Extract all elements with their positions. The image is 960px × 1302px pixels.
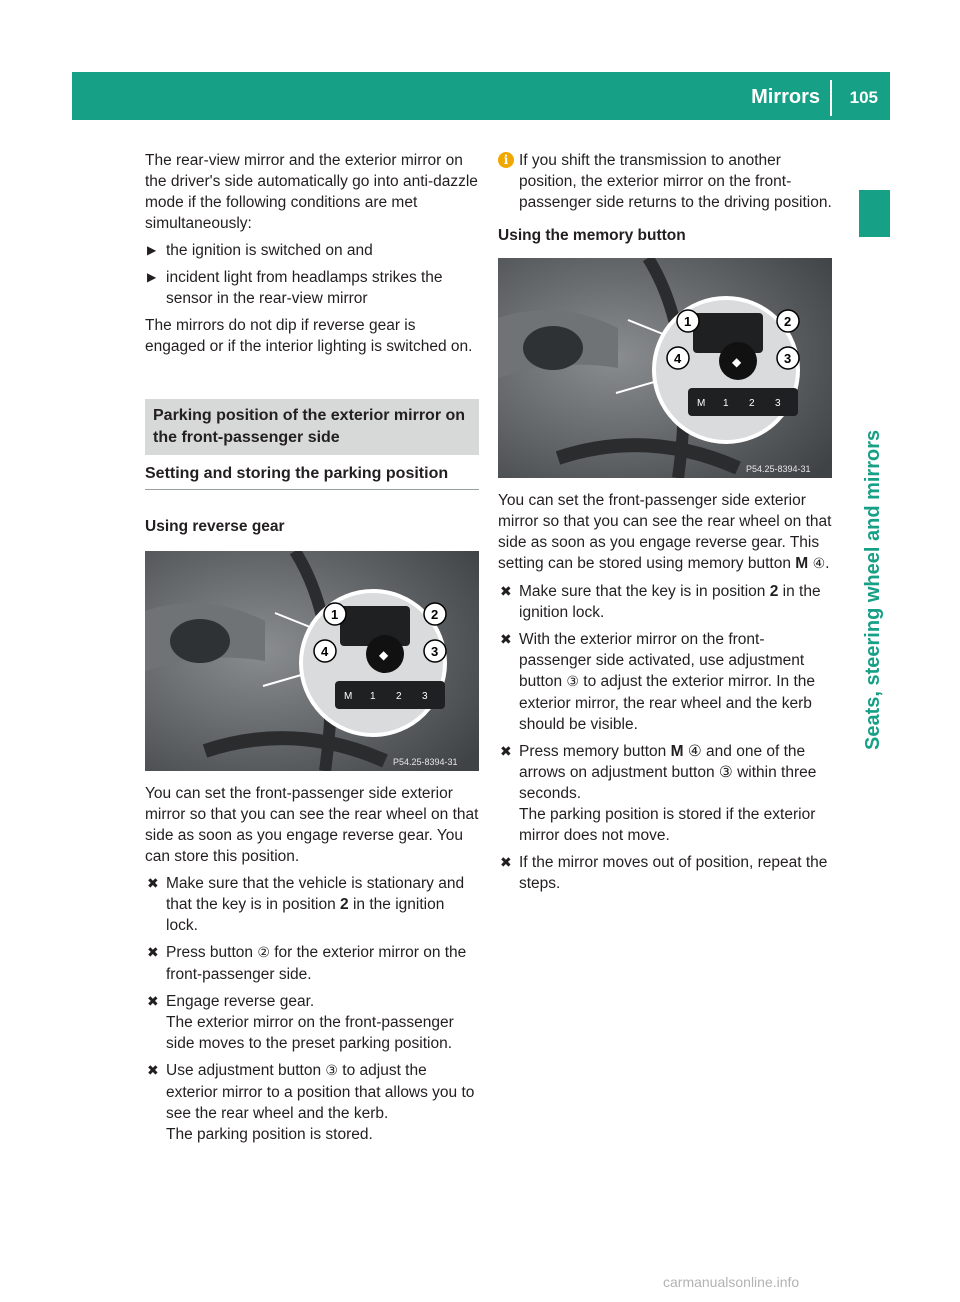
bullet-item: ▶ incident light from headlamps strikes the sensor in the rear-view mirror <box>147 269 443 307</box>
figure-button-3: 3 <box>775 398 781 409</box>
figure-code: P54.25-8394-31 <box>746 464 811 474</box>
action-arrow-icon: ✖ <box>147 1062 159 1078</box>
figure-label-3: 3 <box>431 644 439 659</box>
side-tab-block <box>859 190 890 237</box>
action-arrow-icon: ✖ <box>500 583 512 599</box>
bullet-marker-icon: ▶ <box>147 270 157 284</box>
action-step: ✖ Press button ② for the exterior mirror on the front-passenger side. <box>147 944 467 983</box>
action-step: ✖ Press memory button M ④ and one of the arrows on adjustment button ③ within three seconds. The parking position is stored if the exterior mirror does not move. <box>500 743 817 844</box>
memory-heading: Using the memory button <box>498 227 686 244</box>
action-step: ✖ With the exterior mirror on the front-passenger side activated, use adjustment button ③ to adjust the exterior mirror. In the exterior mirror, the rear wheel and the kerb should be visible. <box>500 631 816 733</box>
side-chapter-title: Seats, steering wheel and mirrors <box>862 429 884 750</box>
bullet-item: ▶ the ignition is switched on and <box>147 242 373 259</box>
figure-button-3: 3 <box>422 691 428 702</box>
page-number: 105 <box>849 88 878 107</box>
door-control-figure <box>145 551 479 771</box>
action-arrow-icon: ✖ <box>147 875 159 891</box>
action-arrow-icon: ✖ <box>500 743 512 759</box>
figure-code: P54.25-8394-31 <box>393 757 458 767</box>
action-step: ✖ Use adjustment button ③ to adjust the exterior mirror to a position that allows you to see the rear wheel and the kerb. The parking position is stored. <box>147 1062 475 1143</box>
figure-button-m: M <box>697 398 706 409</box>
figure-label-1: 1 <box>684 314 692 329</box>
figure-button-m: M <box>344 691 353 702</box>
note-paragraph: The mirrors do not dip if reverse gear is engaged or if the interior lighting is switched on. <box>145 317 473 355</box>
figure-label-3: 3 <box>784 351 792 366</box>
header-title: Mirrors <box>751 86 820 108</box>
figure-label-2: 2 <box>431 607 439 622</box>
figure-button-1: 1 <box>723 398 729 409</box>
memory-figure <box>498 258 832 478</box>
figure-label-1: 1 <box>331 607 339 622</box>
reverse-gear-heading: Using reverse gear <box>145 518 285 535</box>
page-header <box>72 72 890 120</box>
action-arrow-icon: ✖ <box>147 993 159 1009</box>
info-icon: i <box>498 152 514 168</box>
action-step: ✖ Engage reverse gear. The exterior mirror on the front-passenger side moves to the preset parking position. <box>147 993 454 1052</box>
svg-text:◆: ◆ <box>379 648 389 662</box>
figure-button-2: 2 <box>396 691 402 702</box>
figure-label-4: 4 <box>674 351 682 366</box>
memory-panel-illustration <box>498 258 832 478</box>
watermark: carmanualsonline.info <box>663 1274 800 1290</box>
header-divider <box>830 80 832 116</box>
door-panel-illustration <box>145 551 479 771</box>
action-arrow-icon: ✖ <box>500 854 512 870</box>
section-title: Parking position of the exterior mirror on the front-passenger side <box>145 399 479 455</box>
subsection-title: Setting and storing the parking position <box>145 463 479 490</box>
action-arrow-icon: ✖ <box>500 631 512 647</box>
action-step: ✖ Make sure that the vehicle is stationary and that the key is in position 2 in the ignition lock. <box>147 875 465 934</box>
left-column <box>145 150 479 1151</box>
right-column <box>498 150 832 900</box>
svg-text:◆: ◆ <box>732 355 742 369</box>
action-step: ✖ If the mirror moves out of position, repeat the steps. <box>500 854 828 892</box>
intro-paragraph: The rear-view mirror and the exterior mirror on the driver's side automatically go into anti-dazzle mode if the following conditions are met simultaneously: <box>145 152 478 232</box>
step-result: The parking position is stored if the exterior mirror does not move. <box>519 806 816 844</box>
step-result: The exterior mirror on the front-passenger side moves to the preset parking position. <box>166 1014 454 1052</box>
step-result: The parking position is stored. <box>166 1126 373 1143</box>
figure-button-1: 1 <box>370 691 376 702</box>
action-arrow-icon: ✖ <box>147 944 159 960</box>
figure-label-4: 4 <box>321 644 329 659</box>
figure-label-2: 2 <box>784 314 792 329</box>
bullet-marker-icon: ▶ <box>147 243 157 257</box>
info-note: i If you shift the transmission to another position, the exterior mirror on the front-passenger side returns to the driving position. <box>498 150 832 213</box>
figure-button-2: 2 <box>749 398 755 409</box>
reverse-paragraph: You can set the front-passenger side exterior mirror so that you can see the rear wheel on that side as soon as you engage reverse gear. You can store this position. <box>145 785 479 865</box>
memory-paragraph: You can set the front-passenger side exterior mirror so that you can see the rear wheel on that side as soon as you engage reverse gear. This setting can be stored using memory button M ④. <box>498 492 832 572</box>
action-step: ✖ Make sure that the key is in position 2 in the ignition lock. <box>500 583 821 621</box>
